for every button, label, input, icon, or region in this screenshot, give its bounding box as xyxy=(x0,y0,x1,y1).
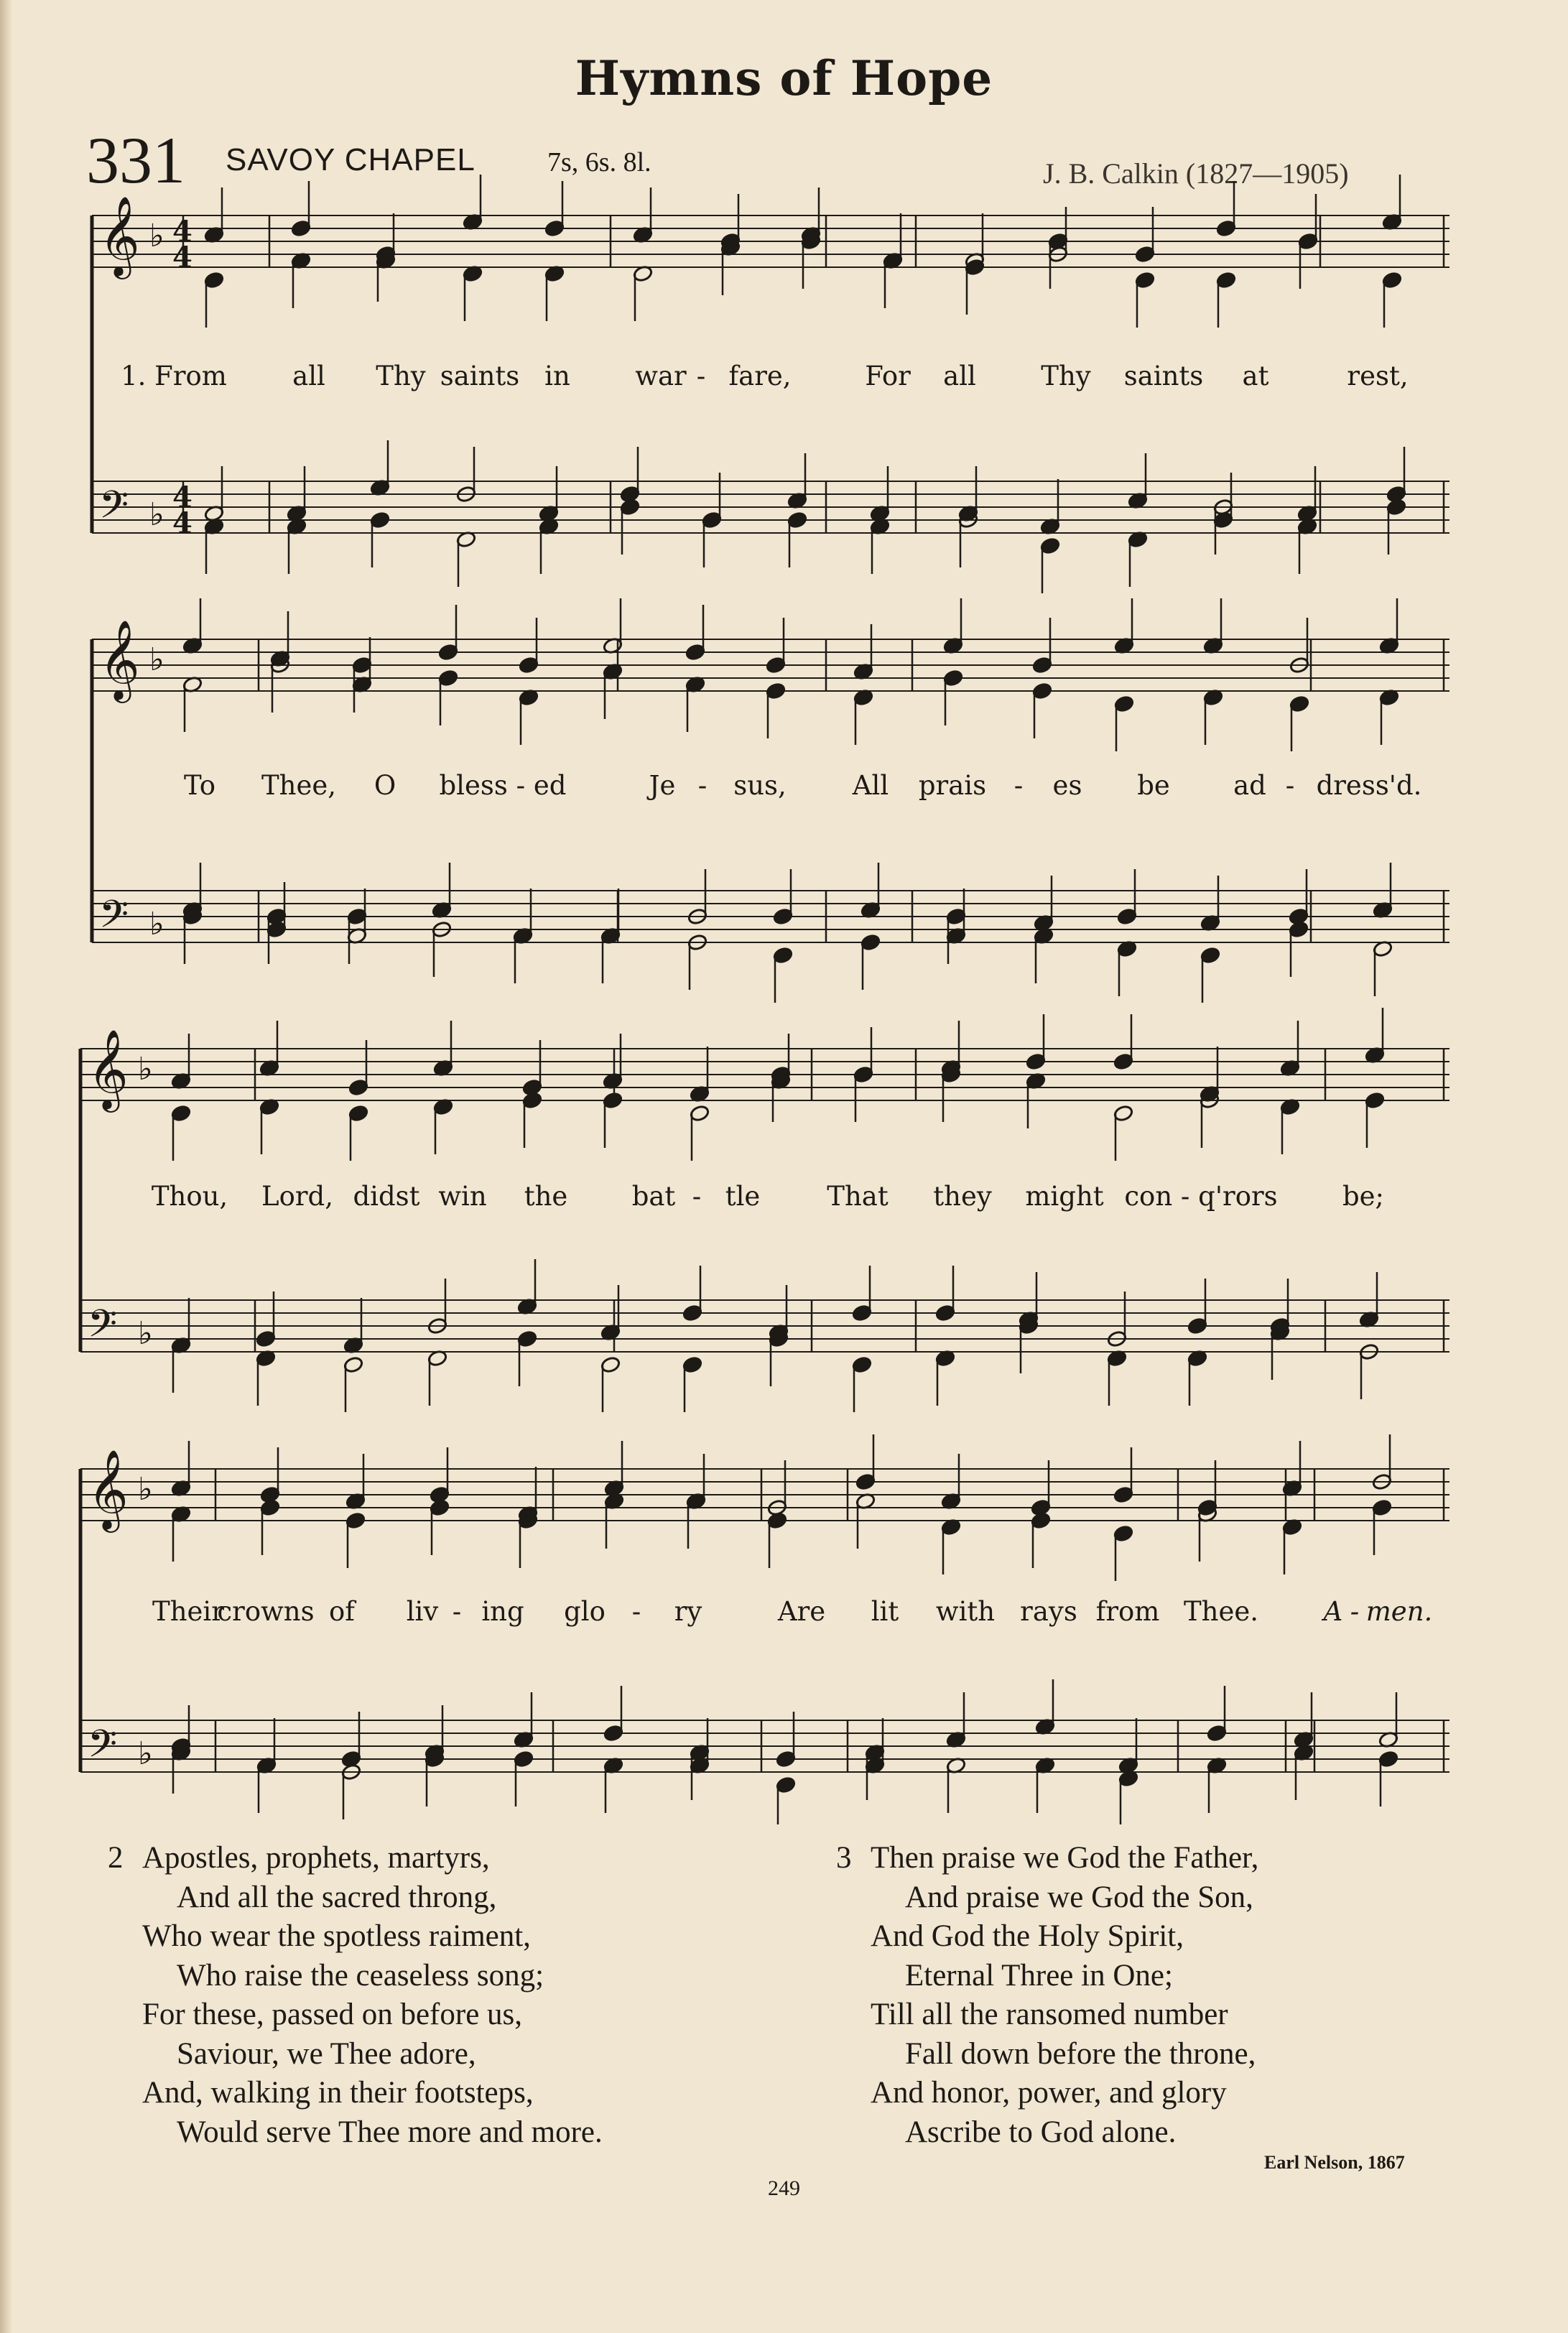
flat-icon: ♭ xyxy=(138,1051,153,1088)
page-number: 249 xyxy=(768,2176,800,2200)
lyric-syllable: con - q'rors xyxy=(1124,1181,1278,1212)
flat-icon: ♭ xyxy=(149,641,164,679)
treble-clef-icon: 𝄞 xyxy=(99,195,140,277)
verse-line: Ascribe to God alone. xyxy=(905,2115,1177,2149)
lyric-syllable: Their xyxy=(152,1596,224,1627)
time-signature-icon: 4 xyxy=(172,481,192,514)
lyric-syllable: All xyxy=(852,770,889,801)
lyric-syllable: - xyxy=(631,1596,641,1627)
bass-clef-icon: 𝄢 xyxy=(88,1302,118,1356)
lyric-syllable: crowns xyxy=(217,1596,315,1627)
hymn-number: 331 xyxy=(86,124,185,197)
lyric-syllable: bat xyxy=(631,1181,676,1212)
lyric-syllable: That xyxy=(827,1181,889,1212)
lyric-syllable: didst xyxy=(353,1181,420,1212)
lyric-syllable: all xyxy=(292,361,325,391)
lyric-syllable: liv xyxy=(406,1596,439,1627)
lyric-syllable: men. xyxy=(1365,1596,1433,1627)
composer-credit: J. B. Calkin (1827—1905) xyxy=(1043,157,1349,190)
verse-number: 2 xyxy=(108,1841,124,1875)
time-signature-icon: 4 xyxy=(172,506,192,540)
verse-line: For these, passed on before us, xyxy=(142,1998,523,2031)
flat-icon: ♭ xyxy=(138,1315,153,1353)
lyric-syllable: ing xyxy=(481,1596,524,1627)
verse-line: Fall down before the throne, xyxy=(905,2036,1256,2071)
bass-clef-icon: 𝄢 xyxy=(88,1722,118,1776)
lyric-syllable: - xyxy=(452,1596,462,1627)
verse-3 xyxy=(836,1839,1258,2152)
lyric-syllable: - xyxy=(1013,770,1024,801)
lyric-syllable: Thee. xyxy=(1183,1596,1259,1627)
time-signature-icon: 4 xyxy=(172,241,192,274)
lyric-syllable: be; xyxy=(1342,1181,1385,1212)
verse-line: And God the Holy Spirit, xyxy=(871,1919,1184,1953)
verse-line: And praise we God the Son, xyxy=(905,1880,1253,1914)
verse-line: Till all the ransomed number xyxy=(871,1998,1228,2031)
lyric-syllable: For xyxy=(865,361,911,391)
bass-clef-icon: 𝄢 xyxy=(99,893,129,947)
lyric-syllable: the xyxy=(524,1181,568,1212)
verse-line: Eternal Three in One; xyxy=(905,1958,1173,1993)
lyric-syllable: Thy xyxy=(376,361,426,391)
verse-line: And, walking in their footsteps, xyxy=(142,2076,534,2110)
lyric-syllable: war xyxy=(635,361,687,391)
verse-line: 3 Then praise we God the Father, xyxy=(836,1839,1258,1878)
lyric-syllable: Thee, xyxy=(261,770,337,801)
lyric-syllable: lit xyxy=(871,1596,899,1627)
lyric-syllable: rest, xyxy=(1347,361,1409,391)
lyric-syllable: Are xyxy=(777,1596,826,1627)
lyric-syllable: ry xyxy=(674,1596,702,1627)
lyric-syllable: - xyxy=(697,770,708,801)
tune-name: SAVOY CHAPEL xyxy=(226,142,475,177)
verse-2 xyxy=(108,1839,603,2152)
hymn-meter: 7s, 6s. 8l. xyxy=(547,147,651,177)
verse-line: Would serve Thee more and more. xyxy=(177,2115,603,2149)
lyric-syllable: be xyxy=(1137,770,1170,801)
lyric-syllable: Je xyxy=(649,770,676,801)
lyric-syllable: glo xyxy=(564,1596,606,1627)
lyric-syllable: - xyxy=(696,361,706,391)
treble-clef-icon: 𝄞 xyxy=(88,1449,129,1530)
flat-icon: ♭ xyxy=(149,496,164,534)
lyric-syllable: Thou, xyxy=(151,1181,228,1212)
lyric-syllable: - xyxy=(1350,1596,1360,1627)
lyric-syllable: ad xyxy=(1233,770,1266,801)
lyric-syllable: es xyxy=(1052,770,1082,801)
lyric-syllable: A xyxy=(1323,1596,1343,1627)
verse-line: Who wear the spotless raiment, xyxy=(142,1919,531,1953)
lyric-syllable: at xyxy=(1242,361,1269,391)
lyric-syllable: fare, xyxy=(728,361,792,391)
lyric-syllable: - xyxy=(692,1181,702,1212)
lyric-syllable: win xyxy=(438,1181,487,1212)
flat-icon: ♭ xyxy=(149,218,164,255)
text-author: Earl Nelson, 1867 xyxy=(1264,2152,1405,2173)
lyric-syllable: - xyxy=(1285,770,1295,801)
lyric-syllable: bless - ed xyxy=(439,770,567,801)
flat-icon: ♭ xyxy=(138,1735,153,1773)
verse-line: Saviour, we Thee adore, xyxy=(177,2036,476,2071)
lyric-syllable: in xyxy=(544,361,570,391)
lyric-syllable: sus, xyxy=(733,770,787,801)
lyric-syllable: saints xyxy=(1123,361,1204,391)
treble-clef-icon: 𝄞 xyxy=(99,619,140,700)
treble-clef-icon: 𝄞 xyxy=(88,1029,129,1110)
lyric-syllable: might xyxy=(1025,1181,1104,1212)
flat-icon: ♭ xyxy=(138,1471,153,1508)
verse-line: And all the sacred throng, xyxy=(177,1880,497,1914)
verse-line: And honor, power, and glory xyxy=(871,2076,1227,2110)
lyric-syllable: with xyxy=(935,1596,996,1627)
verse-line: Who raise the ceaseless song; xyxy=(177,1958,544,1993)
lyric-syllable: Lord, xyxy=(261,1181,333,1212)
lyric-syllable: 1. From xyxy=(121,361,227,391)
time-signature-icon: 4 xyxy=(172,215,192,249)
lyric-syllable: rays xyxy=(1020,1596,1077,1627)
lyric-syllable: dress'd. xyxy=(1316,770,1422,801)
lyric-syllable: prais xyxy=(918,770,987,801)
lyric-syllable: they xyxy=(933,1181,992,1212)
lyric-syllable: To xyxy=(183,770,216,801)
lyric-syllable: tle xyxy=(725,1181,761,1212)
lyric-syllable: of xyxy=(329,1596,355,1627)
lyric-syllable: from xyxy=(1095,1596,1160,1627)
lyric-syllable: all xyxy=(943,361,976,391)
lyric-syllable: Thy xyxy=(1041,361,1091,391)
flat-icon: ♭ xyxy=(149,906,164,943)
running-title: Hymns of Hope xyxy=(575,50,993,106)
lyric-syllable: O xyxy=(374,770,396,801)
verse-line: 2 Apostles, prophets, martyrs, xyxy=(108,1839,603,1878)
verse-number: 3 xyxy=(836,1841,852,1875)
lyric-syllable: saints xyxy=(440,361,520,391)
bass-clef-icon: 𝄢 xyxy=(99,483,129,537)
